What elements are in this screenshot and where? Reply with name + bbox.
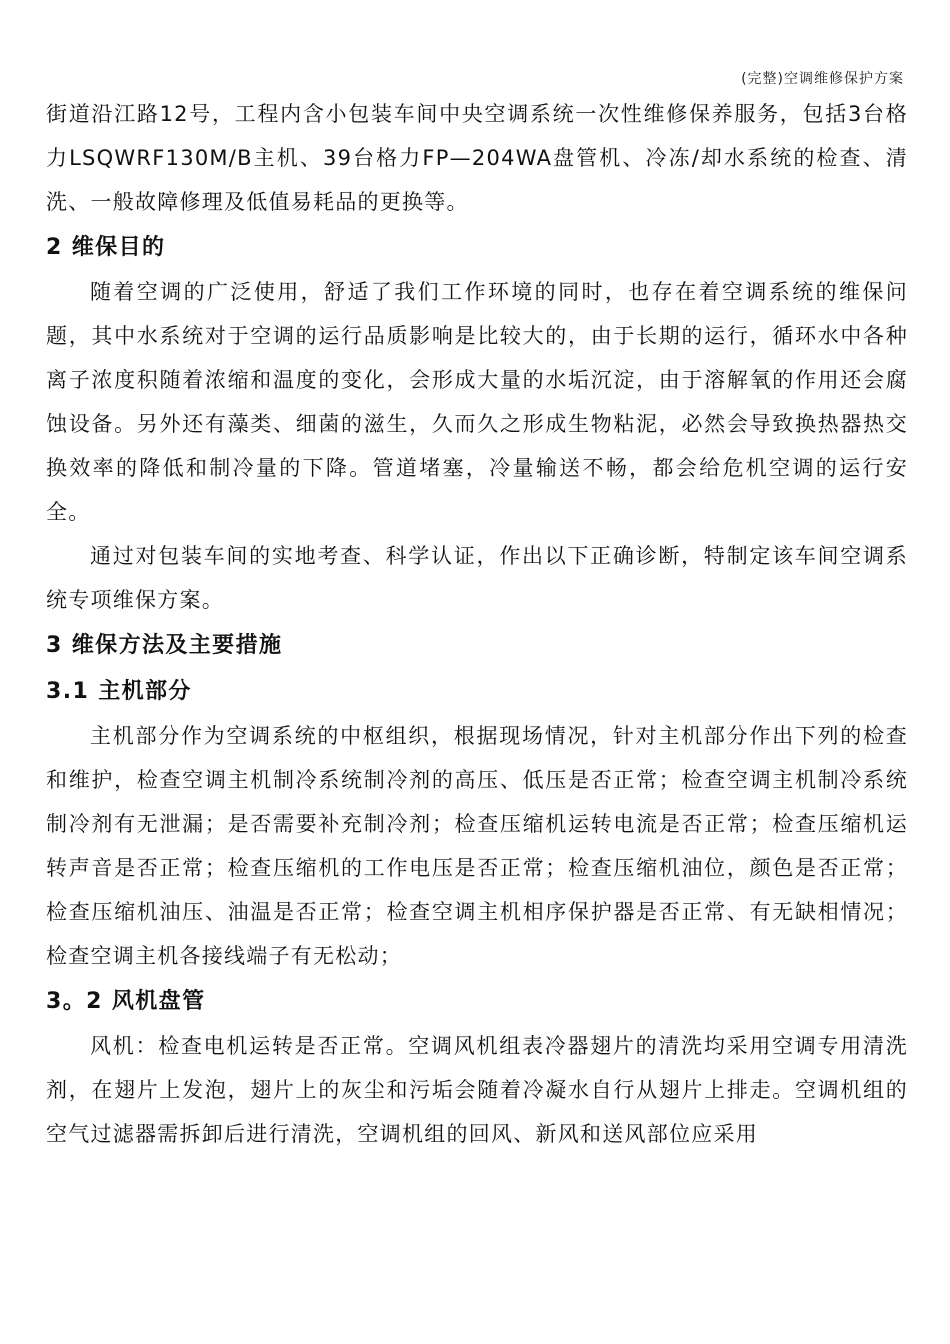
- subsection-heading-fan-coil: 3。2 风机盘管: [46, 989, 206, 1014]
- paragraph-fan-coil: 风机：检查电机运转是否正常。空调风机组表冷器翅片的清洗均采用空调专用清洗剂，在翅片上发泡，翅片上的灰尘和污垢会随着冷凝水自行从翅片上排走。空调机组的空气过滤器需拆卸后进行清洗，空调机组的回风、新风和送风部位应采用: [46, 1034, 908, 1146]
- subsection-heading-host-unit: 3.1 主机部分: [46, 679, 192, 704]
- document-body: [46, 92, 908, 1156]
- running-header: (完整)空调维修保护方案: [741, 71, 904, 87]
- paragraph-purpose-1: 随着空调的广泛使用，舒适了我们工作环境的同时，也存在着空调系统的维保问题，其中水系统对于空调的运行品质影响是比较大的，由于长期的运行，循环水中各种离子浓度积随着浓缩和温度的变化，会形成大量的水垢沉淀，由于溶解氧的作用还会腐蚀设备。另外还有藻类、细菌的滋生，久而久之形成生物粘泥，必然会导致换热器热交换效率的降低和制冷量的下降。管道堵塞，冷量输送不畅，都会给危机空调的运行安全。: [46, 280, 908, 524]
- section-heading-methods-measures: 3 维保方法及主要措施: [46, 633, 283, 658]
- section-heading-maintenance-purpose: 2 维保目的: [46, 235, 166, 260]
- paragraph-scope-continued: 街道沿江路12号，工程内含小包装车间中央空调系统一次性维修保养服务，包括3台格力LSQWRF130M/B主机、39台格力FP—204WA盘管机、冷冻/却水系统的检查、清洗、一般故障修理及低值易耗品的更换等。: [46, 102, 908, 214]
- paragraph-host-unit: 主机部分作为空调系统的中枢组织，根据现场情况，针对主机部分作出下列的检查和维护，检查空调主机制冷系统制冷剂的高压、低压是否正常；检查空调主机制冷系统制冷剂有无泄漏；是否需要补充制冷剂；检查压缩机运转电流是否正常；检查压缩机运转声音是否正常；检查压缩机的工作电压是否正常；检查压缩机油位，颜色是否正常；检查压缩机油压、油温是否正常；检查空调主机相序保护器是否正常、有无缺相情况；检查空调主机各接线端子有无松动；: [46, 724, 908, 968]
- paragraph-purpose-2: 通过对包装车间的实地考查、科学认证，作出以下正确诊断，特制定该车间空调系统专项维保方案。: [46, 544, 908, 612]
